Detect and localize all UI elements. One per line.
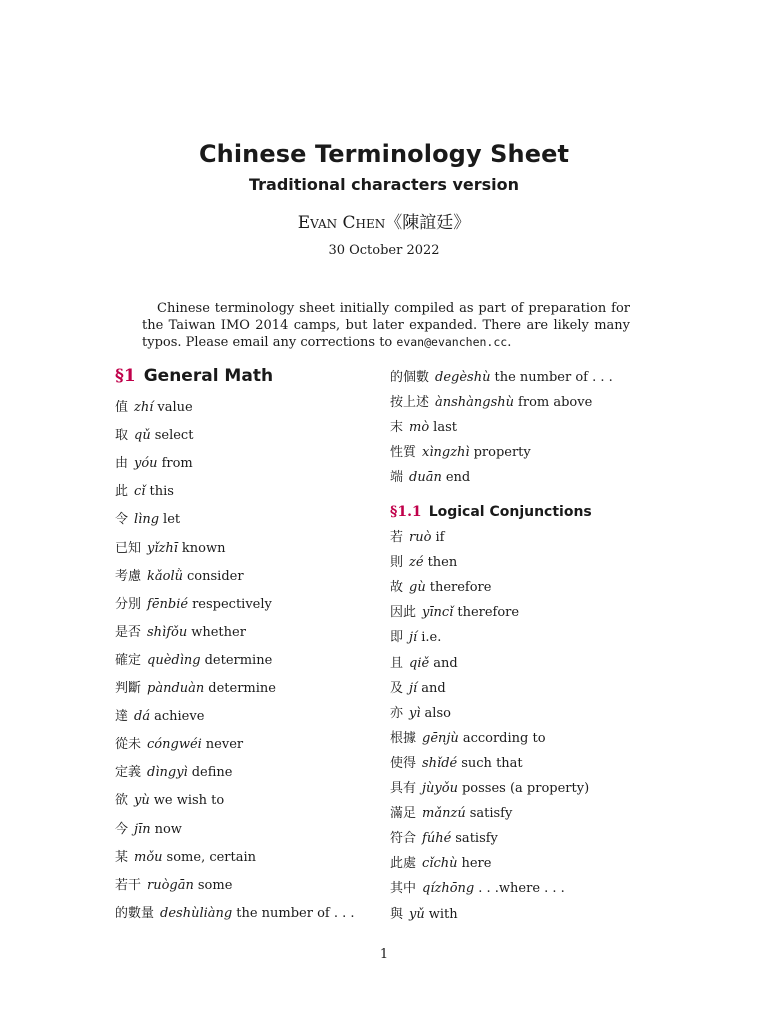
term-entry [390,856,491,872]
term-entry [115,625,246,641]
term-english: posses (a property) [461,781,590,796]
term-pinyin: jīn [134,821,151,837]
term-chinese: 若 [390,530,404,545]
term-pinyin: yóu [134,456,158,472]
term-english: then [427,555,458,571]
term-pinyin: shǐdé [422,755,458,771]
term-pinyin: shìfǒu [147,624,188,640]
term-chinese: 某 [115,849,129,865]
term-pinyin: cǐchù [422,856,458,872]
term-english: select [154,428,194,444]
term-pinyin: gù [409,580,426,596]
term-english: let [163,512,181,528]
term-english: the number of . . . [236,905,355,921]
term-chinese: 根據 [390,730,417,746]
term-entry [115,541,225,557]
term-entry [115,878,232,894]
term-chinese: 故 [390,580,404,596]
section-title: Logical Conjunctions [428,504,592,520]
term-chinese: 且 [390,655,404,671]
term-pinyin: quèdìng [147,652,201,668]
term-pinyin: jùyǒu [422,781,458,796]
term-chinese: 與 [390,906,404,922]
term-entry [390,731,546,747]
term-english: here [461,856,492,872]
term-english: from above [518,395,593,411]
section-number: §1 [115,366,136,386]
term-pinyin: dìngyì [147,765,188,781]
term-pinyin: cóngwéi [147,737,202,753]
term-english: some [197,877,233,893]
abstract-text: Chinese terminology sheet initially compiled as part of preparation for the Taiwan IMO 2014 camps, but later expanded. There are likely many typos. Please email any corrections to [142,301,630,350]
term-chinese: 性質 [390,445,417,461]
section-heading-logical-conjunctions [390,504,592,520]
term-chinese: 分別 [115,596,142,612]
term-chinese: 按上述 [390,395,430,411]
term-entry [115,653,272,669]
term-chinese: 欲 [115,793,129,809]
term-pinyin: yì [409,705,421,721]
term-english: consider [187,568,244,584]
term-chinese: 令 [115,512,129,528]
term-entry [115,681,276,697]
term-chinese: 由 [115,456,129,472]
email-link[interactable]: evan@evanchen.cc [396,335,508,349]
term-pinyin: yīncǐ [422,605,454,621]
term-entry [390,831,498,847]
term-chinese: 此 [115,484,129,500]
term-chinese: 判斷 [115,681,142,696]
term-english: achieve [154,709,205,725]
term-pinyin: zé [409,555,424,571]
term-english: . . .where . . . [478,881,565,897]
term-chinese: 確定 [115,652,142,668]
term-english: such that [461,755,523,771]
term-english: also [424,705,451,721]
term-pinyin: jí [409,630,418,646]
term-pinyin: mǒu [134,849,163,865]
term-pinyin: kǎolǜ [147,568,184,584]
term-pinyin: mò [409,420,430,436]
term-pinyin: degèshù [435,370,491,385]
term-pinyin: ruò [409,530,432,545]
term-english: never [205,737,244,753]
term-english: according to [462,730,546,746]
term-entry [115,569,244,585]
term-english: satisfy [469,806,513,822]
term-pinyin: mǎnzú [422,806,466,822]
term-entry [390,445,531,461]
term-english: therefore [429,580,492,596]
term-pinyin: yǔ [409,906,425,922]
author-name: Evan Chen《陳誼廷》 [297,213,471,233]
term-pinyin: duān [409,470,442,486]
term-pinyin: deshùliàng [160,905,233,921]
term-entry [390,470,470,486]
term-chinese: 取 [115,428,129,444]
term-pinyin: cǐ [134,484,146,500]
term-english: end [445,470,471,486]
term-pinyin: fúhé [422,831,452,847]
term-entry [115,793,224,809]
abstract-end: . [507,335,512,350]
term-pinyin: jí [409,680,418,696]
term-english: whether [191,624,246,640]
term-pinyin: fēnbié [147,596,189,612]
term-english: the number of . . . [494,370,613,385]
term-entry [115,456,193,472]
term-pinyin: yù [134,793,150,809]
term-entry [115,484,174,500]
term-chinese: 已知 [115,540,142,556]
document-date: 30 October 2022 [328,243,440,258]
term-english: known [181,540,226,556]
term-entry [115,906,355,922]
term-entry [115,850,256,866]
term-chinese: 端 [390,470,404,486]
term-pinyin: qízhōng [422,881,475,897]
term-pinyin: dá [134,709,151,725]
term-entry [115,428,193,444]
term-chinese: 符合 [390,831,417,847]
term-entry [390,681,446,697]
term-english: property [473,445,531,461]
term-english: determine [204,652,273,668]
term-pinyin: yǐzhī [147,540,178,556]
term-chinese: 定義 [115,765,142,781]
term-entry [390,656,458,672]
term-entry [390,706,451,722]
term-chinese: 其中 [390,881,417,897]
section-number: §1.1 [390,504,422,520]
term-entry [390,555,457,571]
page-number: 1 [379,947,389,962]
term-entry [390,806,512,822]
term-entry [115,765,232,781]
term-english: respectively [192,596,272,612]
term-entry [115,400,193,416]
term-entry [390,605,519,621]
term-english: this [149,484,174,500]
term-chinese: 因此 [390,605,417,621]
term-pinyin: lìng [134,512,160,528]
term-chinese: 亦 [390,705,404,721]
term-english: satisfy [455,831,498,847]
term-entry [115,512,180,528]
term-chinese: 若干 [115,877,142,893]
term-english: last [433,420,457,436]
term-entry [390,781,589,797]
term-pinyin: zhí [134,400,154,415]
term-english: and [421,680,446,696]
term-english: we wish to [153,793,225,809]
section-heading-general-math [115,366,273,386]
term-entry [390,395,592,411]
term-chinese: 末 [390,420,404,436]
term-english: therefore [457,605,520,621]
abstract [142,300,630,351]
term-chinese: 今 [115,821,129,837]
term-pinyin: qǔ [134,428,151,444]
term-english: some, certain [166,849,257,865]
term-entry [115,597,272,613]
term-chinese: 此處 [390,856,417,872]
term-chinese: 從未 [115,737,142,753]
term-english: determine [208,681,276,696]
term-chinese: 則 [390,555,404,571]
term-chinese: 的個數 [390,370,430,385]
term-entry [115,709,204,725]
term-english: value [157,400,193,415]
term-entry [390,580,491,596]
term-pinyin: xìngzhì [422,445,470,461]
section-title: General Math [143,366,274,386]
term-pinyin: gēnjù [422,730,459,746]
term-entry [390,881,565,897]
term-chinese: 使得 [390,755,417,771]
term-entry [390,370,613,386]
term-chinese: 考慮 [115,568,142,584]
term-chinese: 達 [115,709,129,725]
term-entry [390,530,444,546]
document-subtitle: Traditional characters version [248,175,520,194]
term-chinese: 是否 [115,624,142,640]
term-english: with [428,906,458,922]
term-english: if [435,530,445,545]
document-title: Chinese Terminology Sheet [198,140,570,168]
term-chinese: 即 [390,630,404,646]
term-english: now [154,821,182,837]
term-english: i.e. [421,630,442,646]
term-entry [390,756,523,772]
term-english: and [433,655,458,671]
term-pinyin: ànshàngshù [435,395,515,411]
term-entry [115,737,243,753]
term-entry [390,420,457,436]
term-chinese: 的數量 [115,905,155,921]
term-pinyin: pànduàn [147,681,205,696]
term-pinyin: ruògān [147,877,194,893]
term-english: define [191,765,233,781]
term-chinese: 滿足 [390,806,417,822]
term-entry [390,907,458,923]
term-english: from [161,456,193,472]
term-chinese: 及 [390,680,404,696]
term-entry [390,630,441,646]
term-chinese: 具有 [390,781,417,796]
term-chinese: 值 [115,400,129,415]
term-pinyin: qiě [409,655,430,671]
term-entry [115,822,182,838]
